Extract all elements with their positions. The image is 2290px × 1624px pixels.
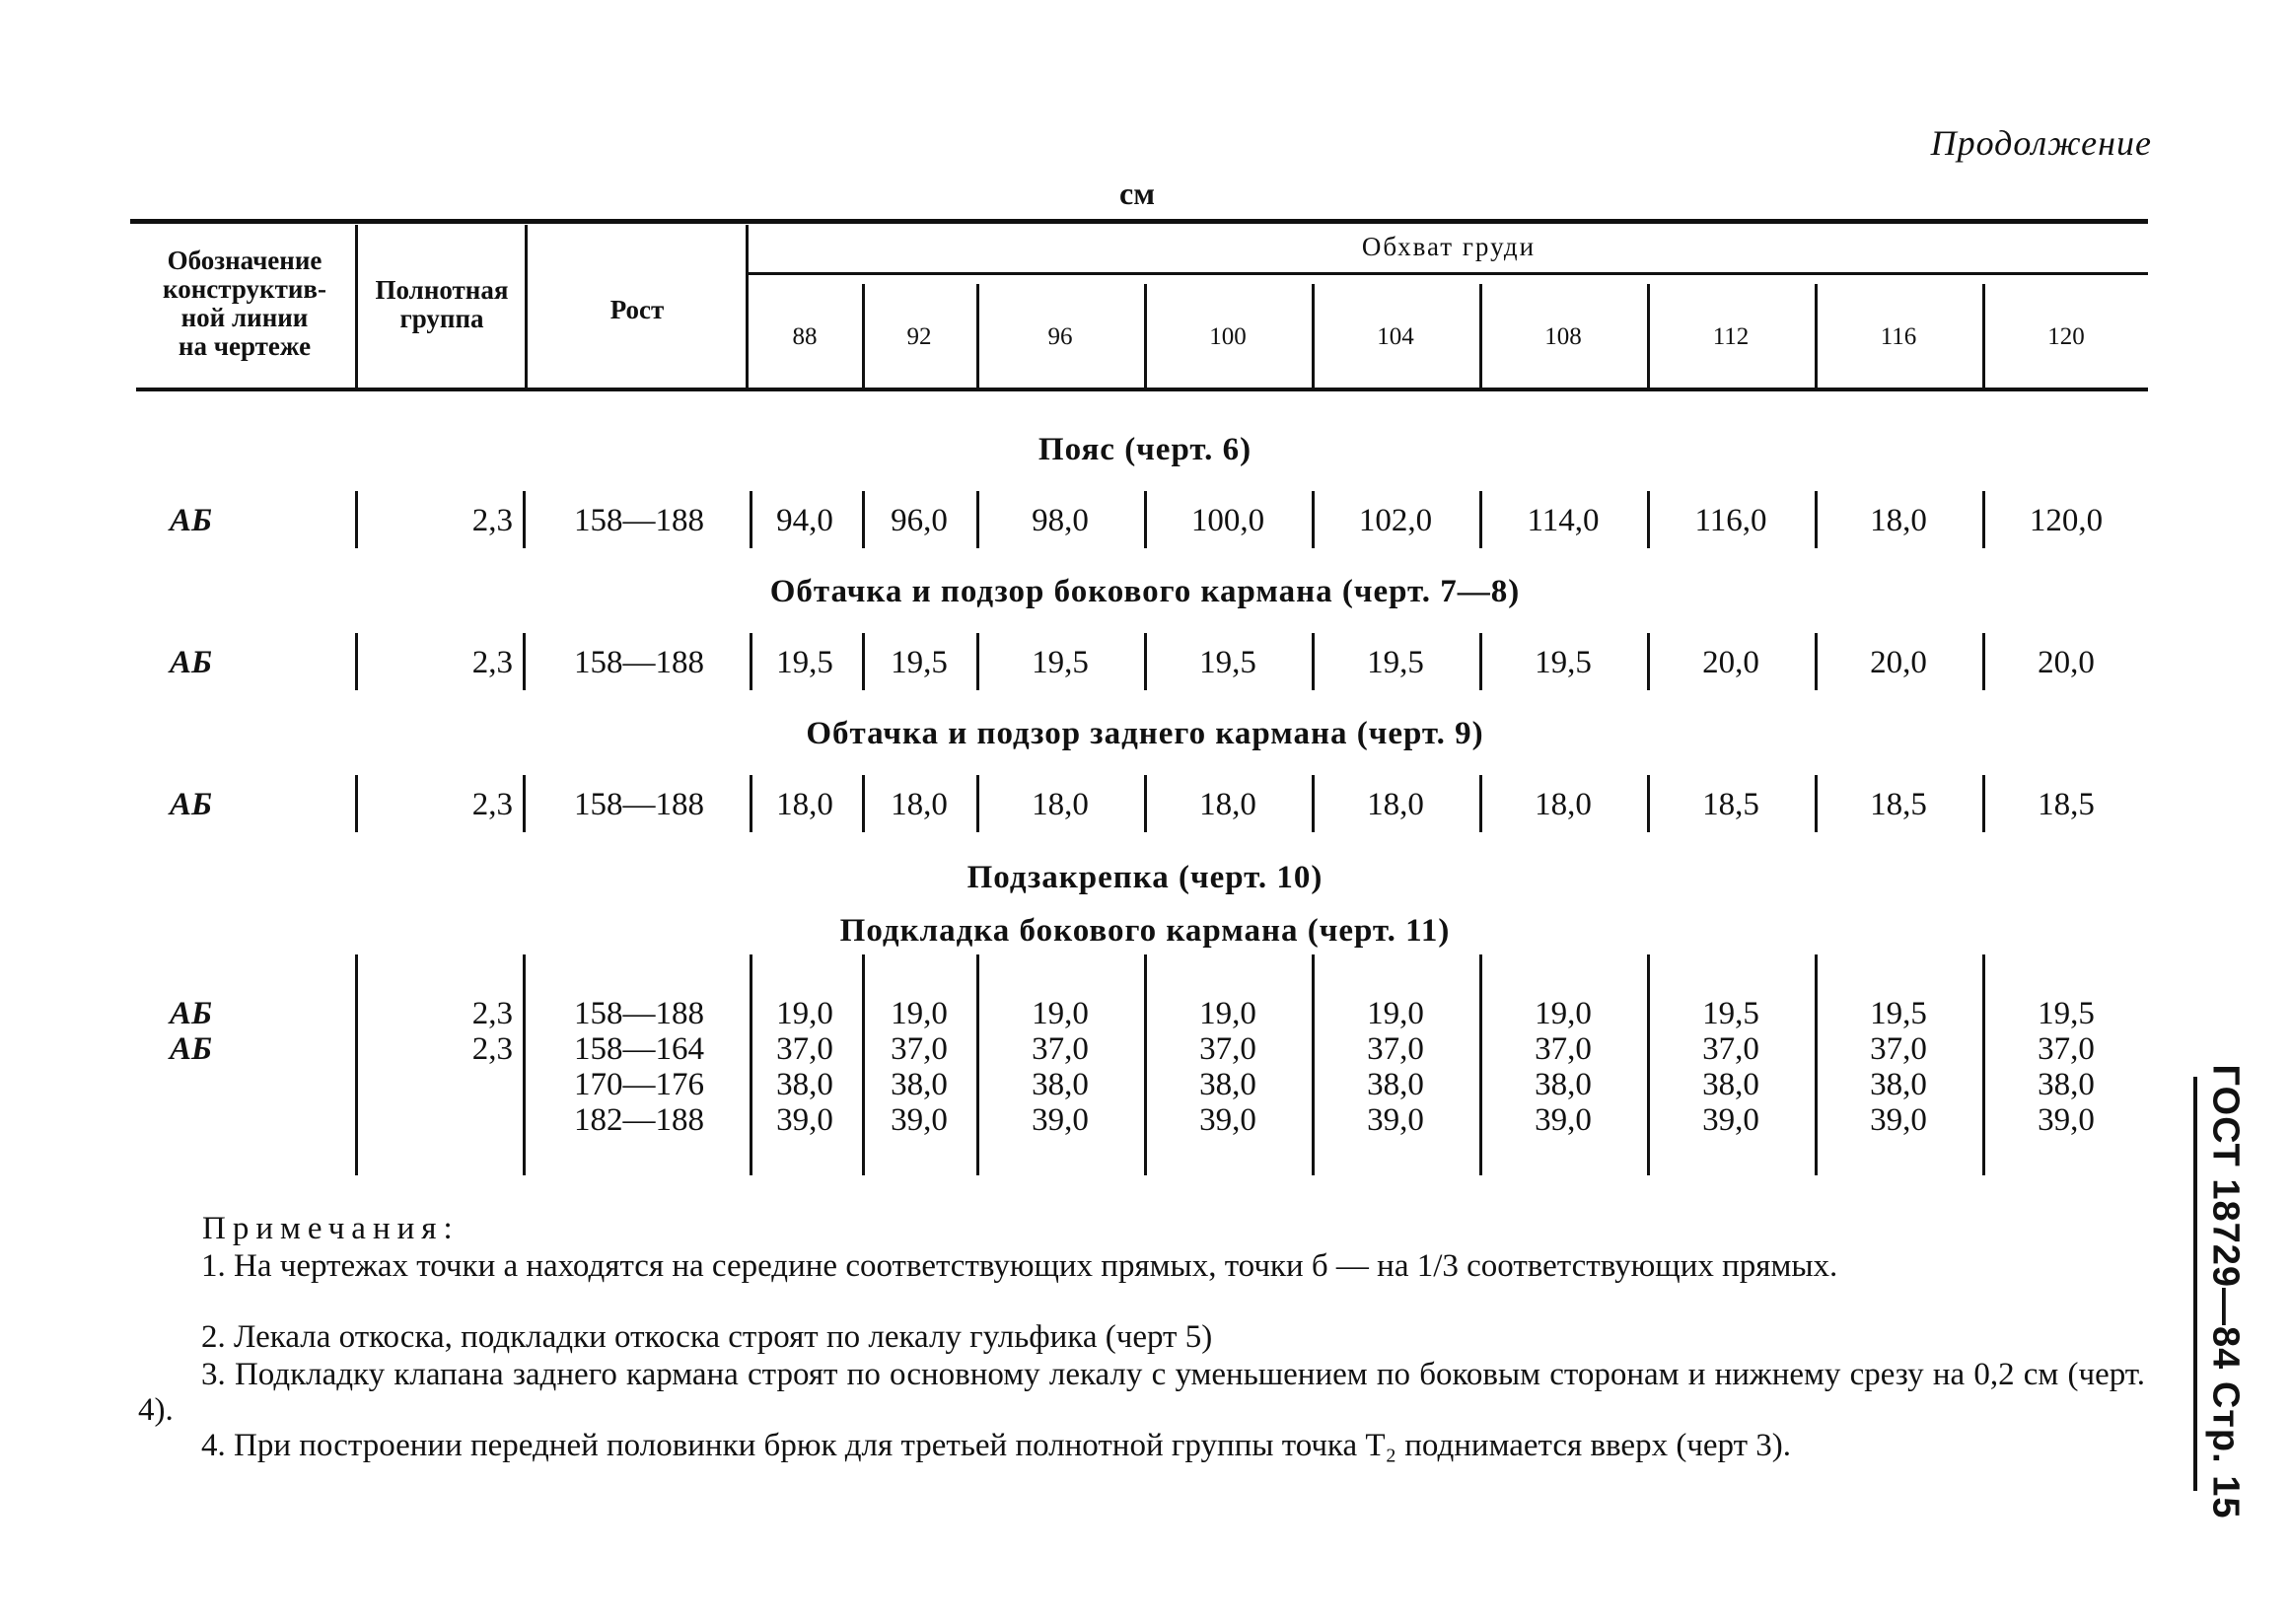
value-cell: 19,0	[1199, 996, 1256, 1031]
cell-divider	[976, 954, 979, 1175]
fullness-group-cell: 2,3	[471, 503, 513, 538]
header-divider	[1982, 284, 1985, 388]
cell-divider	[355, 954, 358, 1175]
note-3: 3. Подкладку клапана заднего кармана строят по основному лекалу с уменьшением по боковым сторонам и нижнему срезу на 0,2 см (черт. 4).	[138, 1357, 2145, 1428]
side-label-rule	[2193, 1077, 2197, 1491]
value-cell: 39,0	[1535, 1102, 1592, 1138]
value-cell: 19,5	[1535, 645, 1592, 680]
note-4: 4. При построении передней половинки брюк для третьей полнотной группы точка Т₂ поднимается вверх (черт 3).	[201, 1428, 1792, 1463]
fullness-group-cell: 2,3	[471, 787, 513, 822]
height-range-cell: 182—188	[574, 1102, 704, 1138]
cell-divider	[1982, 633, 1985, 690]
value-cell: 37,0	[1032, 1031, 1089, 1067]
value-cell: 19,5	[2038, 996, 2095, 1031]
height-range-cell: 158—188	[574, 996, 704, 1031]
value-cell: 39,0	[2038, 1102, 2095, 1138]
row-label: АБ	[170, 1031, 212, 1067]
fullness-group-cell: 2,3	[471, 645, 513, 680]
height-range-cell: 158—188	[574, 503, 704, 538]
cell-divider	[1647, 633, 1650, 690]
value-cell: 18,0	[1870, 503, 1927, 538]
unit-label: см	[1119, 176, 1155, 211]
value-cell: 19,0	[1535, 996, 1592, 1031]
row-label: АБ	[170, 996, 212, 1031]
header-divider	[746, 225, 749, 388]
value-cell: 100,0	[1190, 503, 1265, 538]
value-cell: 38,0	[891, 1067, 948, 1102]
height-header: Рост	[609, 295, 665, 324]
header-divider	[1647, 284, 1650, 388]
cell-divider	[523, 954, 526, 1175]
fullness-group-cell: 2,3	[471, 1031, 513, 1067]
cell-divider	[1144, 775, 1147, 832]
cell-divider	[1479, 491, 1482, 548]
cell-divider	[1815, 775, 1818, 832]
value-cell: 37,0	[776, 1031, 833, 1067]
value-cell: 19,5	[1702, 996, 1759, 1031]
value-cell: 18,0	[1032, 787, 1089, 822]
value-cell: 37,0	[2038, 1031, 2095, 1067]
row-label: АБ	[170, 645, 212, 680]
chest-size-header: 92	[906, 323, 932, 350]
cell-divider	[1982, 775, 1985, 832]
cell-divider	[1144, 491, 1147, 548]
value-cell: 38,0	[776, 1067, 833, 1102]
value-cell: 38,0	[1702, 1067, 1759, 1102]
cell-divider	[976, 775, 979, 832]
value-cell: 18,0	[1199, 787, 1256, 822]
section-title: Подкладка бокового кармана (черт. 11)	[839, 913, 1451, 949]
chest-size-header: 88	[792, 323, 818, 350]
value-cell: 20,0	[1702, 645, 1759, 680]
value-cell: 37,0	[1199, 1031, 1256, 1067]
cell-divider	[1479, 954, 1482, 1175]
value-cell: 19,0	[1032, 996, 1089, 1031]
header-divider	[1479, 284, 1482, 388]
cell-divider	[355, 633, 358, 690]
header-divider	[1312, 284, 1315, 388]
cell-divider	[523, 775, 526, 832]
value-cell: 37,0	[1870, 1031, 1927, 1067]
cell-divider	[1815, 954, 1818, 1175]
cell-divider	[1144, 633, 1147, 690]
cell-divider	[1312, 491, 1315, 548]
cell-divider	[1815, 491, 1818, 548]
chest-size-header: 116	[1880, 323, 1917, 350]
value-cell: 18,5	[2038, 787, 2095, 822]
chest-subheader-rule	[748, 272, 2148, 275]
cell-divider	[1479, 775, 1482, 832]
cell-divider	[750, 633, 752, 690]
value-cell: 18,0	[891, 787, 948, 822]
value-cell: 114,0	[1527, 503, 1600, 538]
value-cell: 39,0	[1702, 1102, 1759, 1138]
chest-size-header: 104	[1377, 323, 1414, 350]
value-cell: 37,0	[1535, 1031, 1592, 1067]
value-cell: 96,0	[891, 503, 948, 538]
fullness-header: Полнотная группа	[375, 275, 509, 333]
fullness-group-cell: 2,3	[471, 996, 513, 1031]
cell-divider	[862, 954, 865, 1175]
chest-size-header: 120	[2047, 323, 2085, 350]
cell-divider	[1312, 954, 1315, 1175]
cell-divider	[1647, 491, 1650, 548]
value-cell: 94,0	[776, 503, 833, 538]
chest-size-header: 108	[1544, 323, 1582, 350]
value-cell: 19,0	[776, 996, 833, 1031]
continuation-label: Продолжение	[1930, 123, 2152, 163]
value-cell: 37,0	[1702, 1031, 1759, 1067]
chest-size-header: 96	[1047, 323, 1073, 350]
value-cell: 39,0	[776, 1102, 833, 1138]
value-cell: 38,0	[1032, 1067, 1089, 1102]
height-range-cell: 158—164	[574, 1031, 704, 1067]
value-cell: 39,0	[1032, 1102, 1089, 1138]
cell-divider	[355, 775, 358, 832]
cell-divider	[862, 775, 865, 832]
value-cell: 38,0	[1870, 1067, 1927, 1102]
section-title: Обтачка и подзор заднего кармана (черт. 9)	[806, 716, 1484, 751]
value-cell: 39,0	[1367, 1102, 1424, 1138]
cell-divider	[1312, 633, 1315, 690]
cell-divider	[862, 633, 865, 690]
table-top-rule	[130, 219, 2148, 224]
cell-divider	[523, 491, 526, 548]
value-cell: 19,5	[776, 645, 833, 680]
value-cell: 116,0	[1694, 503, 1767, 538]
value-cell: 98,0	[1032, 503, 1089, 538]
value-cell: 120,0	[2029, 503, 2104, 538]
chest-header: Обхват груди	[1361, 232, 1537, 261]
cell-divider	[750, 491, 752, 548]
note-1: 1. На чертежах точки а находятся на середине соответствующих прямых, точки б — на 1/3 соответствующих прямых.	[201, 1248, 1838, 1284]
row-label: АБ	[170, 503, 212, 538]
value-cell: 19,5	[891, 645, 948, 680]
value-cell: 20,0	[1870, 645, 1927, 680]
value-cell: 39,0	[891, 1102, 948, 1138]
cell-divider	[1647, 954, 1650, 1175]
section-title: Обтачка и подзор бокового кармана (черт. 7—8)	[769, 574, 1521, 609]
header-divider	[525, 225, 528, 388]
cell-divider	[976, 491, 979, 548]
cell-divider	[1647, 775, 1650, 832]
value-cell: 18,0	[776, 787, 833, 822]
value-cell: 38,0	[1367, 1067, 1424, 1102]
designation-header: Обозначение конструктив- ной линии на чертеже	[163, 246, 326, 361]
height-range-cell: 158—188	[574, 787, 704, 822]
cell-divider	[976, 633, 979, 690]
value-cell: 18,5	[1702, 787, 1759, 822]
value-cell: 102,0	[1358, 503, 1433, 538]
value-cell: 38,0	[2038, 1067, 2095, 1102]
value-cell: 19,5	[1870, 996, 1927, 1031]
chest-size-header: 112	[1712, 323, 1750, 350]
value-cell: 37,0	[1367, 1031, 1424, 1067]
cell-divider	[1479, 633, 1482, 690]
value-cell: 38,0	[1199, 1067, 1256, 1102]
value-cell: 20,0	[2038, 645, 2095, 680]
value-cell: 18,0	[1535, 787, 1592, 822]
value-cell: 19,5	[1367, 645, 1424, 680]
value-cell: 19,0	[891, 996, 948, 1031]
chest-size-header: 100	[1209, 323, 1247, 350]
value-cell: 19,0	[1367, 996, 1424, 1031]
header-divider	[1815, 284, 1818, 388]
value-cell: 39,0	[1199, 1102, 1256, 1138]
value-cell: 19,5	[1199, 645, 1256, 680]
section-title: Подзакрепка (черт. 10)	[966, 860, 1324, 895]
cell-divider	[862, 491, 865, 548]
cell-divider	[1982, 491, 1985, 548]
header-divider	[1144, 284, 1147, 388]
value-cell: 39,0	[1870, 1102, 1927, 1138]
cell-divider	[355, 491, 358, 548]
value-cell: 18,5	[1870, 787, 1927, 822]
side-page-label: ГОСТ 18729—84 Стр. 15	[2204, 1064, 2247, 1519]
height-range-cell: 158—188	[574, 645, 704, 680]
cell-divider	[1144, 954, 1147, 1175]
cell-divider	[1982, 954, 1985, 1175]
value-cell: 19,5	[1032, 645, 1089, 680]
note-2: 2. Лекала откоска, подкладки откоска строят по лекалу гульфика (черт 5)	[201, 1319, 1213, 1355]
cell-divider	[1312, 775, 1315, 832]
cell-divider	[523, 633, 526, 690]
table-header-bottom-rule	[136, 388, 2148, 391]
value-cell: 37,0	[891, 1031, 948, 1067]
header-divider	[355, 225, 358, 388]
section-title: Пояс (черт. 6)	[1038, 432, 1252, 467]
height-range-cell: 170—176	[574, 1067, 704, 1102]
cell-divider	[750, 954, 752, 1175]
notes-title: Примечания:	[202, 1211, 460, 1246]
value-cell: 18,0	[1367, 787, 1424, 822]
value-cell: 38,0	[1535, 1067, 1592, 1102]
cell-divider	[750, 775, 752, 832]
row-label: АБ	[170, 787, 212, 822]
cell-divider	[1815, 633, 1818, 690]
